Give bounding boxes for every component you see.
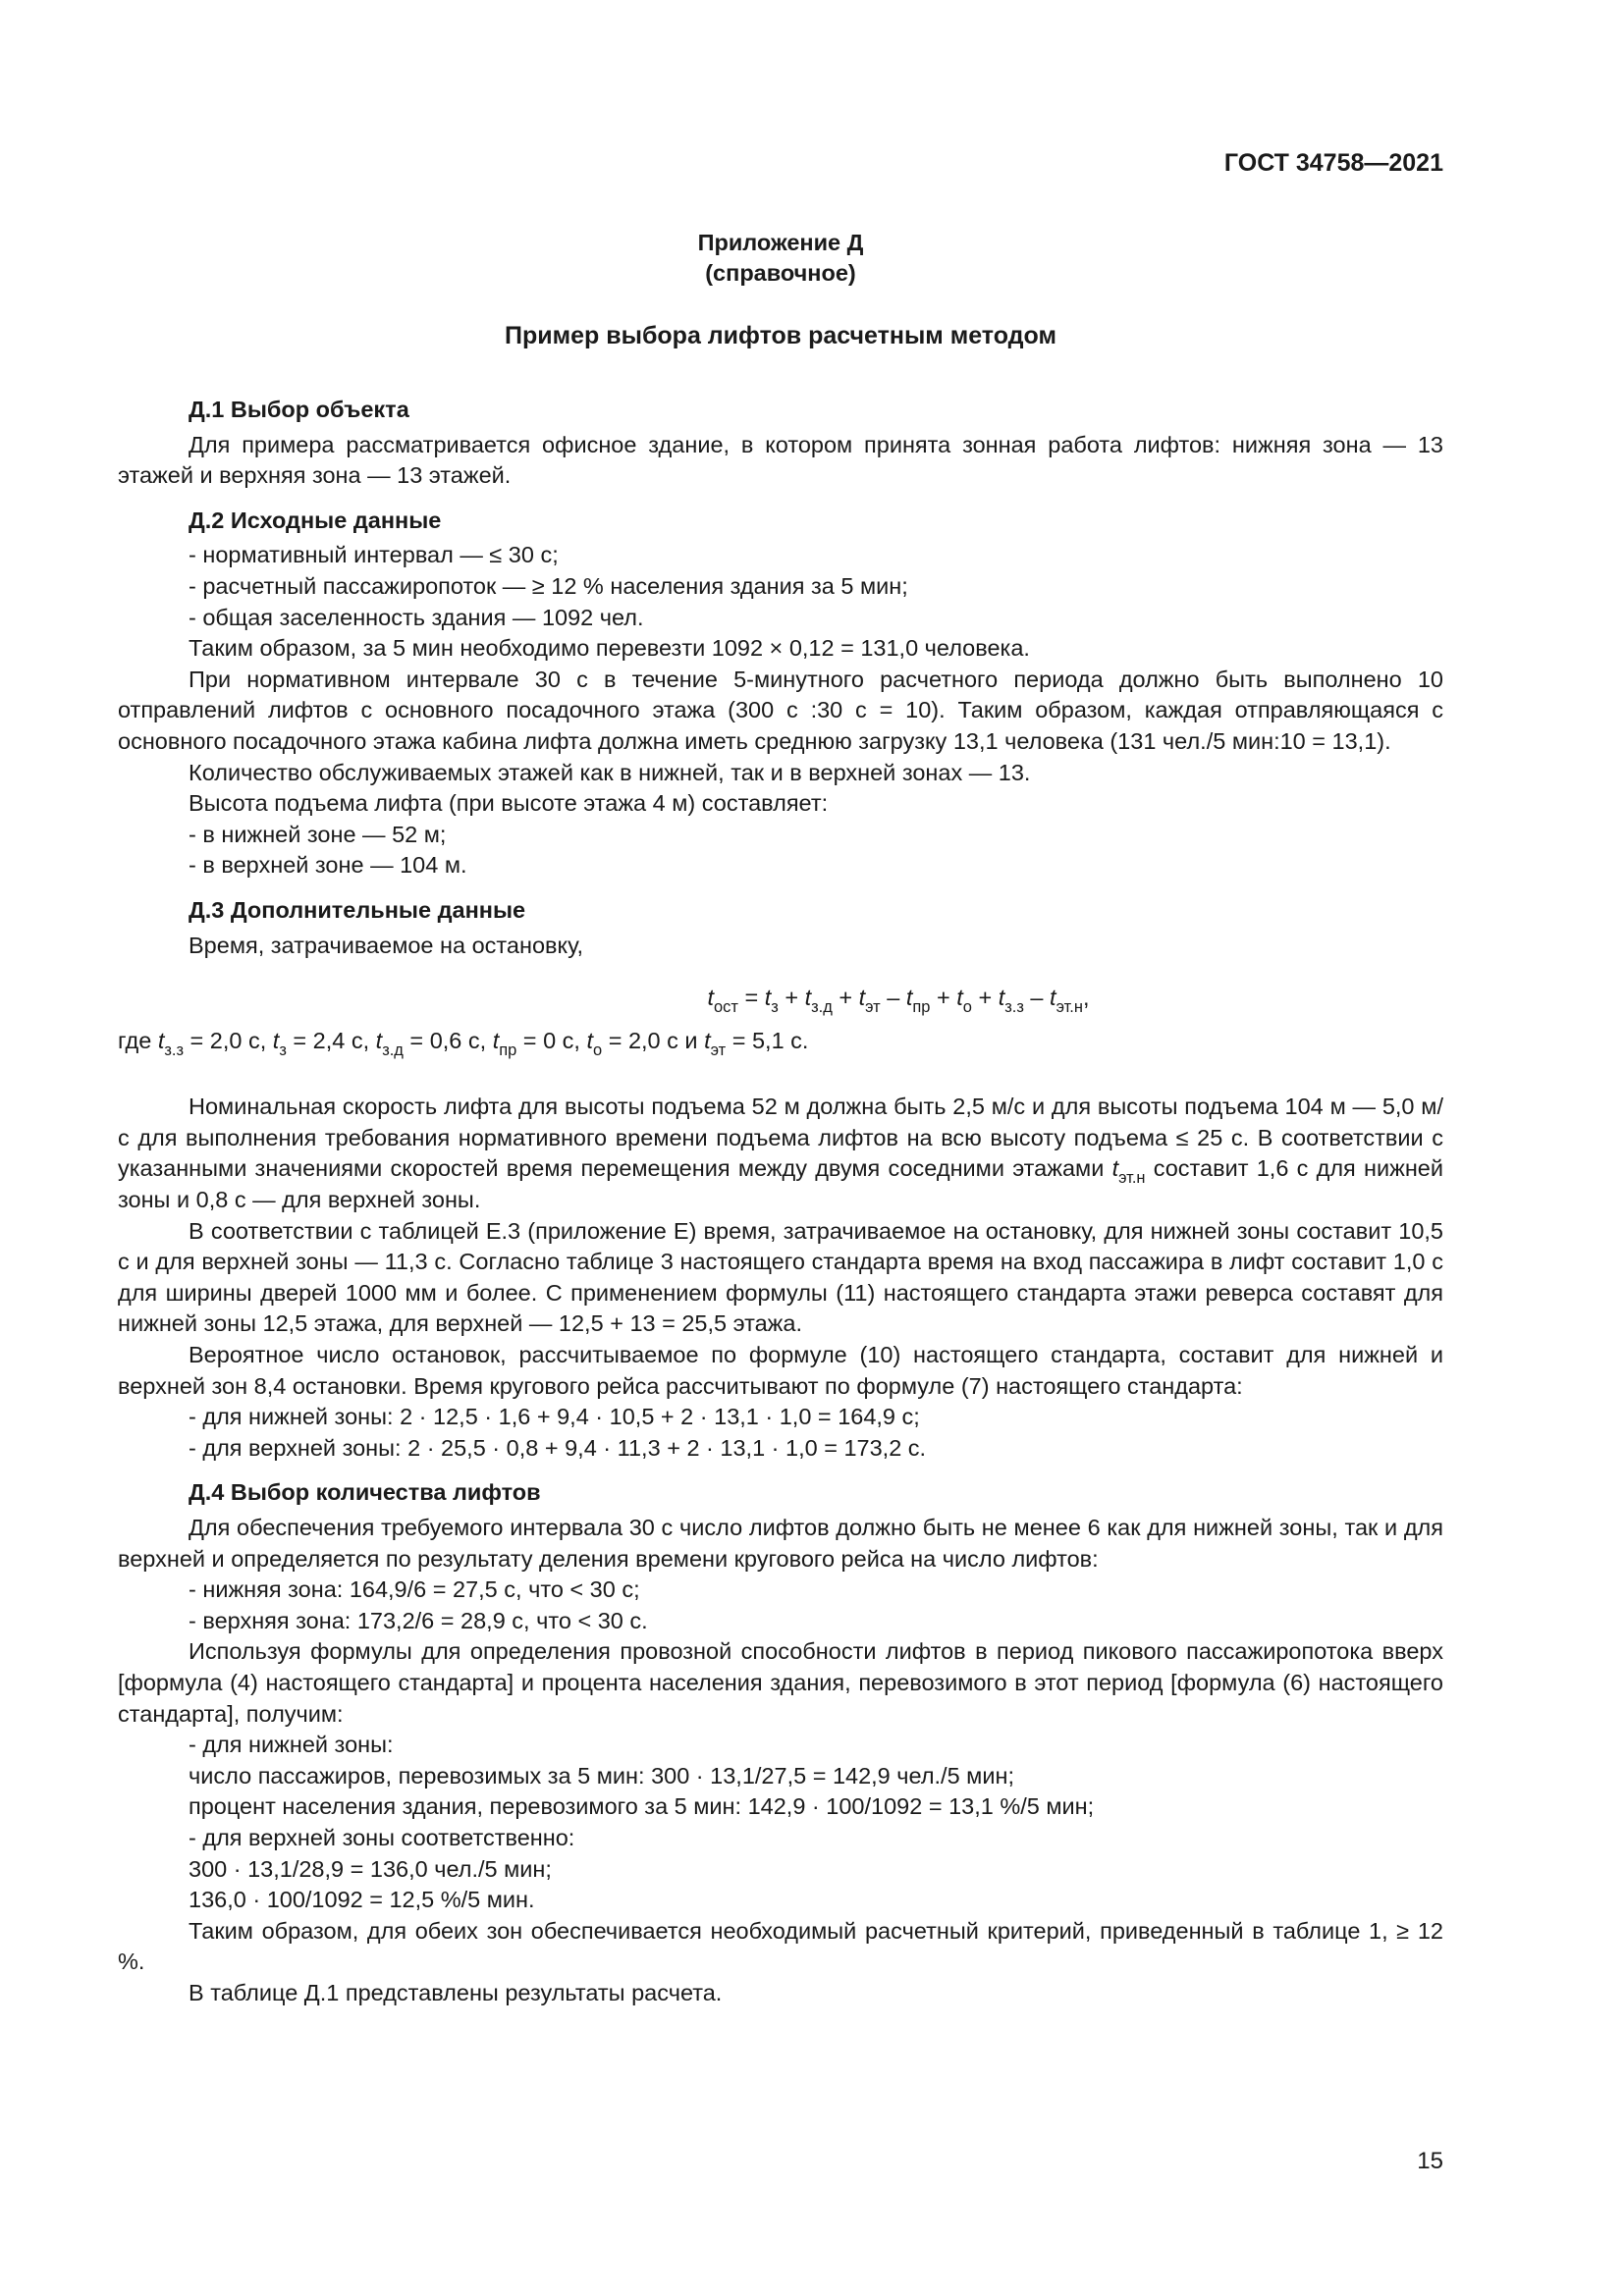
list-item: - нормативный интервал — ≤ 30 с; bbox=[189, 542, 559, 568]
list-item: - расчетный пассажиропоток — ≥ 12 % населения здания за 5 мин; bbox=[189, 572, 908, 599]
calc-line: число пассажиров, перевозимых за 5 мин: 300 · 13,1/27,5 = 142,9 чел./5 мин; bbox=[189, 1762, 1014, 1789]
paragraph: Таким образом, для обеих зон обеспечивается необходимый расчетный критерий, приведенный в таблице 1, ≥ 12 %. bbox=[118, 1917, 1443, 1975]
paragraph: Вероятное число остановок, рассчитываемое по формуле (10) настоящего стандарта, составит для нижней и верхней зон 8,4 остановки. Время кругового рейса рассчитывают по формуле (7) настоящего стандарта: bbox=[118, 1342, 1443, 1399]
calc-line: 136,0 · 100/1092 = 12,5 %/5 мин. bbox=[189, 1887, 535, 1913]
page-title: Пример выбора лифтов расчетным методом bbox=[505, 322, 1056, 349]
paragraph: Для примера рассматривается офисное здание, в котором принята зонная работа лифтов: нижняя зона — 13 этажей и верхняя зона — 13 этажей. bbox=[118, 431, 1443, 489]
calc-line: процент населения здания, перевозимого за 5 мин: 142,9 · 100/1092 = 13,1 %/5 мин; bbox=[189, 1793, 1095, 1820]
paragraph: Количество обслуживаемых этажей как в нижней, так и в верхней зонах — 13. bbox=[189, 759, 1031, 785]
page-number: 15 bbox=[1417, 2148, 1443, 2174]
section-heading-d1: Д.1 Выбор объекта bbox=[189, 397, 409, 422]
list-item: - для нижней зоны: 2 · 12,5 · 1,6 + 9,4 · 10,5 + 2 · 13,1 · 1,0 = 164,9 с; bbox=[189, 1404, 920, 1430]
paragraph: Таким образом, за 5 мин необходимо перевезти 1092 × 0,12 = 131,0 человека. bbox=[189, 635, 1030, 662]
paragraph: В таблице Д.1 представлены результаты расчета. bbox=[189, 1979, 723, 2005]
paragraph: Номинальная скорость лифта для высоты подъема 52 м должна быть 2,5 м/с и для высоты подъема 104 м — 5,0 м/с для выполнения требования нормативного времени подъема лифтов на всю высоту подъема ≤ 25 с. В соответствии с указанными значениями скоростей время перемещения между двумя соседними этажами $t_{эт.н}$ составит 1,6 с для нижней зоны и 0,8 с — для верхней зоны. bbox=[118, 1094, 1444, 1213]
section-heading-d4: Д.4 Выбор количества лифтов bbox=[189, 1479, 541, 1506]
list-item: - для верхней зоны: 2 · 25,5 · 0,8 + 9,4 · 11,3 + 2 · 13,1 · 1,0 = 173,2 с. bbox=[189, 1434, 927, 1461]
list-item: - для нижней зоны: bbox=[189, 1732, 394, 1758]
list-item: - общая заселенность здания — 1092 чел. bbox=[189, 604, 644, 630]
calc-line: 300 · 13,1/28,9 = 136,0 чел./5 мин; bbox=[189, 1855, 552, 1882]
document-standard-number: ГОСТ 34758—2021 bbox=[1223, 149, 1443, 177]
paragraph: Для обеспечения требуемого интервала 30 с число лифтов должно быть не менее 6 как для нижней зоны, так и для верхней и определяется по результату деления времени кругового рейса на число лифтов: bbox=[118, 1515, 1443, 1572]
paragraph: Высота подъема лифта (при высоте этажа 4 м) составляет: bbox=[189, 790, 829, 817]
formula-legend: где $t_{з.з} = 2,0$ с, $t_з = 2,4$ с, $t_{з.д} = 0,6$ с, $t_{пр} = 0$ с, $t_о = 2,0$ с и $t_{эт} = 5,1$ с. bbox=[118, 1027, 809, 1059]
paragraph: При нормативном интервале 30 с в течение 5-минутного расчетного периода должно быть выполнено 10 отправлений лифтов с основного посадочного этажа (300 с :30 с = 10). Таким образом, каждая отправляющаяся с основного посадочного этажа кабина лифта должна иметь среднюю загрузку 13,1 человека (131 чел./5 мин:10 = 13,1). bbox=[118, 666, 1443, 754]
section-heading-d2: Д.2 Исходные данные bbox=[189, 507, 442, 533]
section-heading-d3: Д.3 Дополнительные данные bbox=[189, 896, 526, 923]
annex-kind: (справочное) bbox=[705, 260, 856, 286]
list-item: - нижняя зона: 164,9/6 = 27,5 с, что < 30 с; bbox=[189, 1576, 640, 1603]
document-body bbox=[118, 395, 1443, 2009]
paragraph: Используя формулы для определения провозной способности лифтов в период пикового пассажиропотока вверх [формула (4) настоящего стандарта] и процента населения здания, перевозимого в этот период [формула (6) настоящего стандарта], получим: bbox=[118, 1638, 1443, 1727]
list-item: - верхняя зона: 173,2/6 = 28,9 с, что < 30 с. bbox=[189, 1607, 648, 1633]
list-item: - в верхней зоне — 104 м. bbox=[189, 852, 467, 879]
stop-time-formula: $t_{ост} = t_з + t_{з.д} + t_{эт} - t_{пр} + t_о + t_{з.з} - t_{эт.н}$, bbox=[707, 985, 1090, 1017]
annex-title: Приложение Д bbox=[697, 230, 864, 255]
list-item: - для верхней зоны соответственно: bbox=[189, 1824, 575, 1850]
paragraph: Время, затрачиваемое на остановку, bbox=[189, 932, 583, 958]
list-item: - в нижней зоне — 52 м; bbox=[189, 821, 447, 847]
annex-heading bbox=[118, 228, 1443, 289]
paragraph: В соответствии с таблицей Е.3 (приложение Е) время, затрачиваемое на остановку, для нижней зоны составит 10,5 с и для верхней зоны — 11,3 с. Согласно таблице 3 настоящего стандарта время на вход пассажира в лифт составит 1,0 с для ширины дверей 1000 мм и более. С применением формулы (11) настоящего стандарта этажи реверса составят для нижней зоны 12,5 этажа, для верхней — 12,5 + 13 = 25,5 этажа. bbox=[118, 1217, 1443, 1337]
